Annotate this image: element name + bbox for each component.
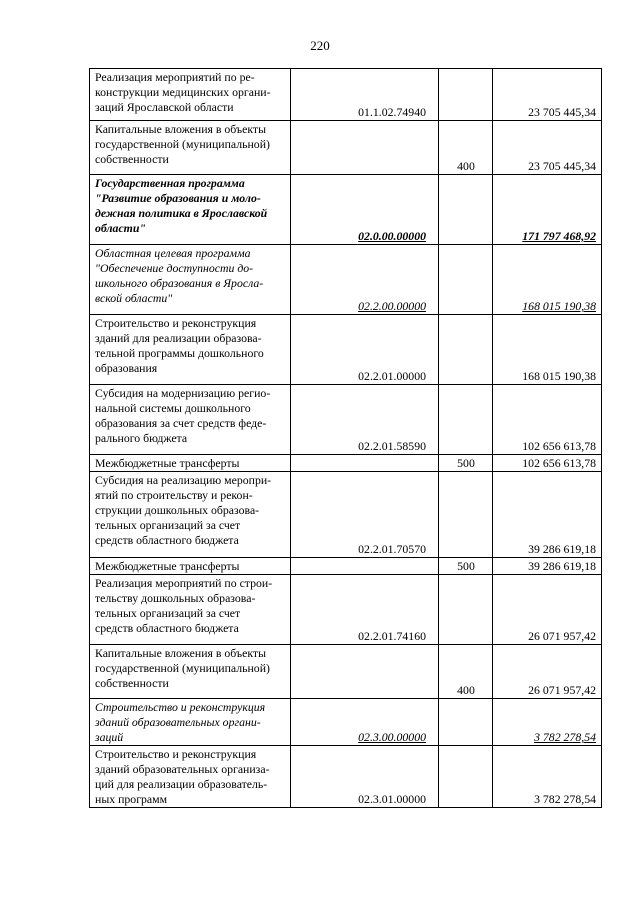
- row-expense-type-cell: [439, 575, 493, 645]
- row-amount-cell: 102 656 613,78: [493, 385, 602, 455]
- row-name-line: струкции дошкольных образова-: [95, 503, 260, 517]
- row-name-line: тельных организаций за счет: [95, 518, 241, 532]
- row-name-cell: [90, 69, 291, 121]
- row-name-line: средств областного бюджета: [95, 533, 239, 547]
- row-expense-type-cell: [439, 472, 493, 558]
- row-code-cell: 02.0.00.00000: [291, 175, 439, 245]
- row-name-line: тельной программы дошкольного: [95, 346, 264, 360]
- table-row: [90, 315, 602, 385]
- row-name-line: государственной (муниципальной): [95, 661, 270, 675]
- row-name-line: Субсидия на реализацию меропри-: [95, 473, 272, 487]
- row-name-line: зданий образовательных организа-: [95, 762, 270, 776]
- row-code-cell: 02.2.01.58590: [291, 385, 439, 455]
- table-row: [90, 645, 602, 699]
- row-name-line: зданий для реализации образова-: [95, 331, 262, 345]
- row-amount-cell: 102 656 613,78: [493, 455, 602, 472]
- row-name-line: Областная целевая программа: [95, 246, 251, 260]
- row-name-cell: [90, 455, 291, 472]
- row-name-line: Строительство и реконструкция: [95, 316, 257, 330]
- row-name-cell: [90, 558, 291, 575]
- row-amount-cell: 171 797 468,92: [493, 175, 602, 245]
- row-amount-cell: 168 015 190,38: [493, 245, 602, 315]
- table-row: [90, 746, 602, 808]
- row-name-line: образования: [95, 361, 158, 375]
- row-name-line: заций Ярославской области: [95, 100, 234, 114]
- row-expense-type-cell: 500: [439, 455, 493, 472]
- row-name-line: тельных организаций за счет: [95, 606, 241, 620]
- budget-table: [89, 68, 602, 808]
- row-name-line: ятий по строительству и рекон-: [95, 488, 253, 502]
- row-code-cell: [291, 121, 439, 175]
- table-row: [90, 385, 602, 455]
- row-name-cell: [90, 175, 291, 245]
- row-name-line: Государственная программа: [95, 176, 245, 190]
- table-row: [90, 245, 602, 315]
- row-expense-type-cell: [439, 175, 493, 245]
- row-name-line: Реализация мероприятий по строи-: [95, 576, 273, 590]
- row-name-line: собственности: [95, 152, 169, 166]
- row-name-line: ных программ: [95, 792, 168, 806]
- row-name-line: конструкции медицинских органи-: [95, 85, 271, 99]
- row-amount-cell: 23 705 445,34: [493, 121, 602, 175]
- row-name-line: рального бюджета: [95, 431, 188, 445]
- row-amount-cell: 26 071 957,42: [493, 645, 602, 699]
- row-expense-type-cell: [439, 315, 493, 385]
- row-amount-cell: 3 782 278,54: [493, 746, 602, 808]
- row-expense-type-cell: [439, 69, 493, 121]
- table-row: [90, 699, 602, 746]
- row-code-cell: [291, 455, 439, 472]
- table-row: [90, 121, 602, 175]
- table-row: [90, 558, 602, 575]
- table-row: [90, 69, 602, 121]
- row-amount-cell: 168 015 190,38: [493, 315, 602, 385]
- row-expense-type-cell: [439, 699, 493, 746]
- row-amount-cell: 3 782 278,54: [493, 699, 602, 746]
- row-name-line: области": [95, 221, 146, 235]
- row-amount-cell: 39 286 619,18: [493, 472, 602, 558]
- row-name-line: собственности: [95, 676, 169, 690]
- row-expense-type-cell: 400: [439, 121, 493, 175]
- row-expense-type-cell: 400: [439, 645, 493, 699]
- table-row: [90, 455, 602, 472]
- row-code-cell: 02.2.00.00000: [291, 245, 439, 315]
- row-name-cell: [90, 699, 291, 746]
- row-name-line: Субсидия на модернизацию регио-: [95, 386, 271, 400]
- row-name-line: Межбюджетные трансферты: [95, 456, 240, 470]
- row-name-line: Капитальные вложения в объекты: [95, 122, 267, 136]
- row-name-cell: [90, 472, 291, 558]
- row-code-cell: 02.2.01.70570: [291, 472, 439, 558]
- row-name-line: средств областного бюджета: [95, 621, 239, 635]
- row-amount-cell: 26 071 957,42: [493, 575, 602, 645]
- row-expense-type-cell: [439, 746, 493, 808]
- row-name-line: Капитальные вложения в объекты: [95, 646, 267, 660]
- row-name-cell: [90, 385, 291, 455]
- row-name-line: заций: [95, 730, 124, 744]
- row-name-line: ций для реализации образователь-: [95, 777, 268, 791]
- page-number: 220: [310, 38, 330, 53]
- row-amount-cell: 23 705 445,34: [493, 69, 602, 121]
- table-row: [90, 575, 602, 645]
- row-name-cell: [90, 315, 291, 385]
- table-row: [90, 175, 602, 245]
- row-name-line: государственной (муниципальной): [95, 137, 270, 151]
- row-name-line: образования за счет средств феде-: [95, 416, 267, 430]
- row-name-cell: [90, 746, 291, 808]
- row-name-line: вской области": [95, 291, 173, 305]
- row-code-cell: 02.3.01.00000: [291, 746, 439, 808]
- row-expense-type-cell: [439, 245, 493, 315]
- table-row: [90, 472, 602, 558]
- row-name-line: тельству дошкольных образова-: [95, 591, 256, 605]
- row-name-line: дежная политика в Ярославской: [95, 206, 268, 220]
- row-name-line: зданий образовательных органи-: [95, 715, 261, 729]
- budget-table-body: [90, 69, 602, 808]
- row-name-line: Строительство и реконструкция: [95, 700, 266, 714]
- row-expense-type-cell: 500: [439, 558, 493, 575]
- row-name-line: Строительство и реконструкция: [95, 747, 257, 761]
- row-code-cell: 02.2.01.00000: [291, 315, 439, 385]
- row-name-line: "Развитие образования и моло-: [95, 191, 261, 205]
- row-amount-cell: 39 286 619,18: [493, 558, 602, 575]
- row-code-cell: 02.2.01.74160: [291, 575, 439, 645]
- row-name-cell: [90, 575, 291, 645]
- row-name-line: "Обеспечение доступности до-: [95, 261, 254, 275]
- row-code-cell: 02.3.00.00000: [291, 699, 439, 746]
- row-expense-type-cell: [439, 385, 493, 455]
- row-name-line: Реализация мероприятий по ре-: [95, 70, 255, 84]
- row-name-line: Межбюджетные трансферты: [95, 559, 240, 573]
- row-code-cell: 01.1.02.74940: [291, 69, 439, 121]
- row-name-line: нальной системы дошкольного: [95, 401, 251, 415]
- row-code-cell: [291, 645, 439, 699]
- row-name-cell: [90, 245, 291, 315]
- row-name-line: школьного образования в Яросла-: [95, 276, 264, 290]
- row-name-cell: [90, 121, 291, 175]
- row-code-cell: [291, 558, 439, 575]
- row-name-cell: [90, 645, 291, 699]
